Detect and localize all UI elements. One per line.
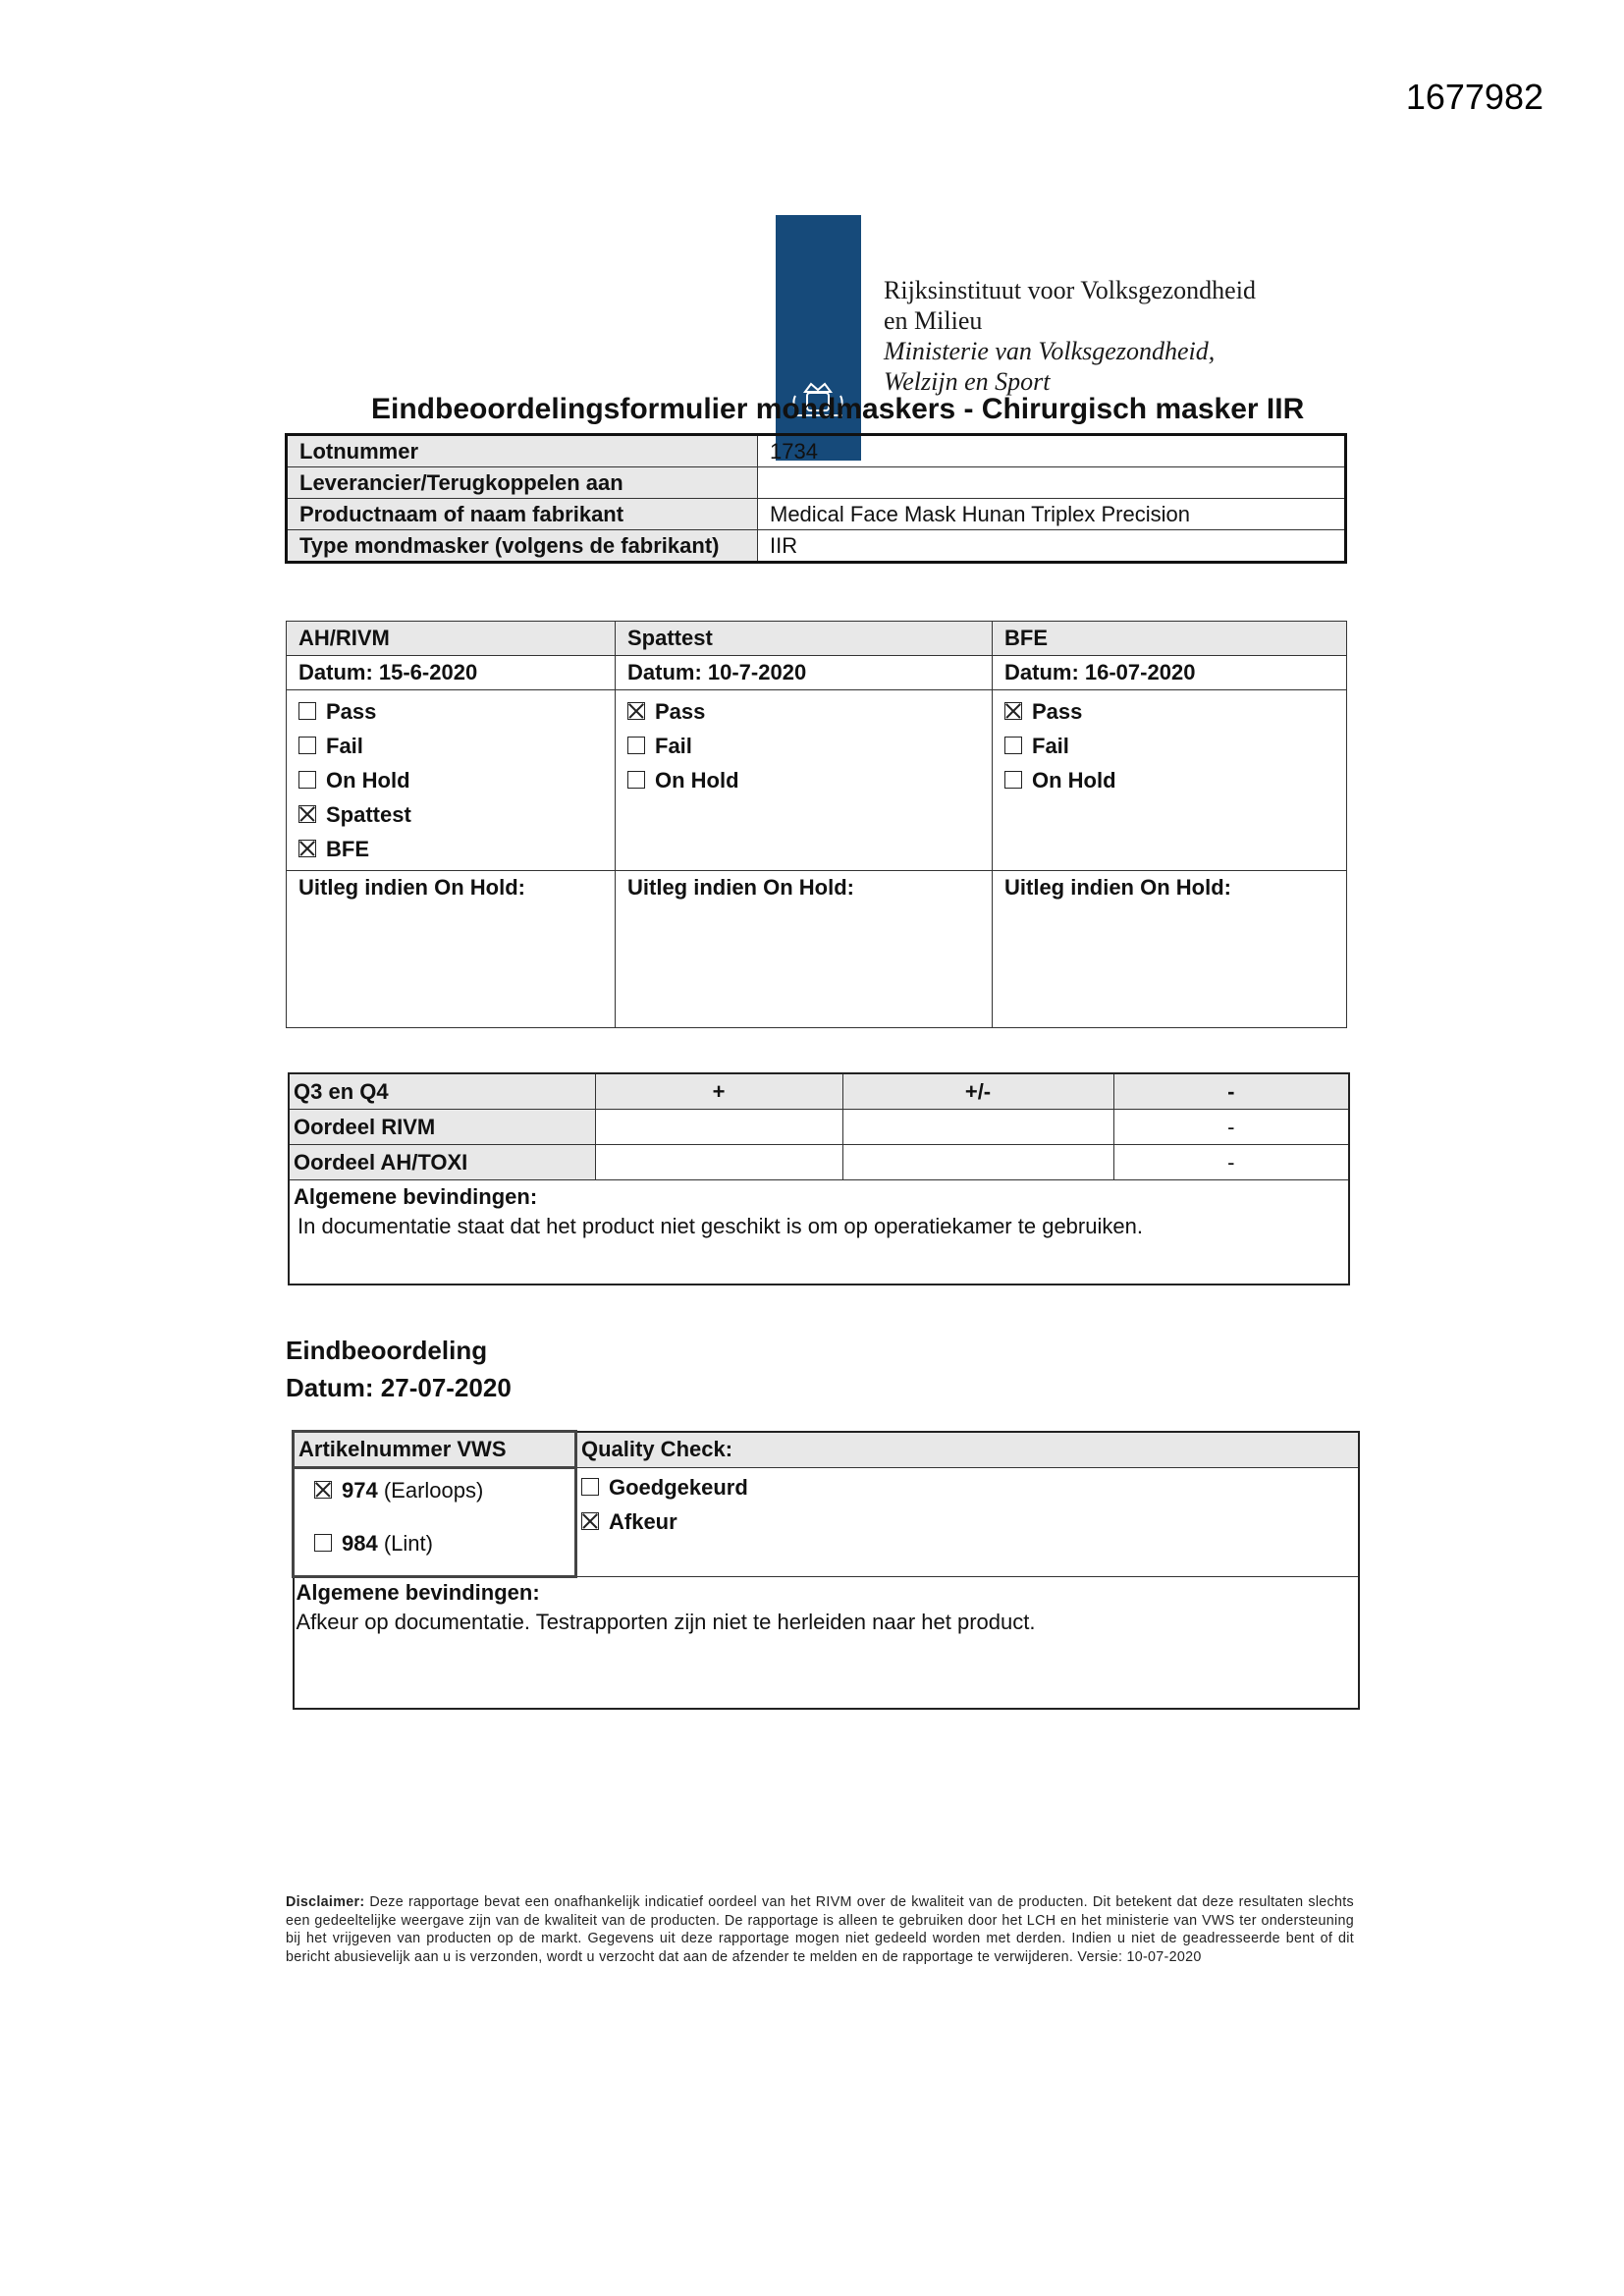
checked-box-icon — [314, 1481, 332, 1499]
option-checkbox[interactable]: On Hold — [1004, 763, 1334, 797]
unchecked-box-icon — [627, 737, 645, 754]
option-checkbox[interactable]: On Hold — [627, 763, 980, 797]
qc-header: Quality Check: — [576, 1432, 1360, 1468]
checked-box-icon — [1004, 702, 1022, 720]
q-header-minus: - — [1113, 1073, 1349, 1110]
info-value: Medical Face Mask Hunan Triplex Precision — [758, 499, 1346, 530]
disclaimer-label: Disclaimer: — [286, 1894, 365, 1910]
option-checkbox[interactable]: BFE — [298, 832, 603, 866]
assessment-header: AH/RIVM — [287, 622, 616, 656]
findings-text: In documentatie staat dat het product niet geschikt is om op operatiekamer te gebruiken. — [298, 1214, 1143, 1238]
option-checkbox[interactable]: On Hold — [298, 763, 603, 797]
assessment-date: Datum: 15-6-2020 — [287, 656, 616, 690]
info-label: Leverancier/Terugkoppelen aan — [287, 467, 758, 499]
assessment-options — [616, 690, 993, 871]
final-date: Datum: 27-07-2020 — [286, 1373, 512, 1402]
checked-box-icon — [298, 840, 316, 857]
assessment-header: Spattest — [616, 622, 993, 656]
final-findings-label: Algemene bevindingen: — [296, 1580, 540, 1605]
org-line-1: Rijksinstituut voor Volksgezondheid — [884, 276, 1256, 304]
article-checkbox[interactable]: 984 (Lint) — [314, 1524, 570, 1563]
assessment-options — [287, 690, 616, 871]
assessment-options — [993, 690, 1347, 871]
option-checkbox[interactable]: Pass — [1004, 694, 1334, 729]
assessment-date: Datum: 16-07-2020 — [993, 656, 1347, 690]
info-value — [758, 467, 1346, 499]
info-row — [287, 467, 1346, 499]
checked-box-icon — [581, 1512, 599, 1530]
checked-box-icon — [298, 805, 316, 823]
info-value: IIR — [758, 530, 1346, 563]
option-checkbox[interactable]: Pass — [627, 694, 980, 729]
info-label: Lotnummer — [287, 435, 758, 467]
final-findings — [294, 1577, 1360, 1710]
q-cell: - — [1113, 1145, 1349, 1180]
article-checkbox[interactable]: 974 (Earloops) — [314, 1471, 570, 1510]
q-header: Q3 en Q4 — [289, 1073, 595, 1110]
qc-checkbox[interactable]: Afkeur — [581, 1504, 1354, 1539]
on-hold-explanation: Uitleg indien On Hold: — [287, 871, 616, 1028]
unchecked-box-icon — [314, 1534, 332, 1552]
unchecked-box-icon — [298, 737, 316, 754]
final-heading: Eindbeoordeling — [286, 1336, 488, 1365]
org-line-4: Welzijn en Sport — [884, 367, 1051, 396]
on-hold-explanation: Uitleg indien On Hold: — [993, 871, 1347, 1028]
quality-judgement-table — [288, 1072, 1350, 1285]
document-number: 1677982 — [1405, 77, 1543, 117]
findings-label: Algemene bevindingen: — [294, 1184, 538, 1209]
qc-checkbox[interactable]: Goedgekeurd — [581, 1470, 1354, 1504]
info-value: 1734 — [758, 435, 1346, 467]
info-row — [287, 499, 1346, 530]
info-row — [287, 530, 1346, 563]
article-header: Artikelnummer VWS — [294, 1432, 576, 1468]
product-info-table — [285, 433, 1347, 564]
option-checkbox[interactable]: Fail — [298, 729, 603, 763]
q-row-label: Oordeel RIVM — [289, 1110, 595, 1145]
assessment-date: Datum: 10-7-2020 — [616, 656, 993, 690]
q-cell — [842, 1145, 1113, 1180]
disclaimer-text: Deze rapportage bevat een onafhankelijk indicatief oordeel van het RIVM over de kwaliteit van de producten. Dit betekent dat deze resultaten slechts een gedeeltelijke weergave zijn van de kwaliteit van de producten. De rapportage is alleen te gebruiken door het LCH en het ministerie van VWS ter ondersteuning bij het vrijgeven van producten op de markt. Gegevens uit deze rapportage mogen niet gedeeld worden met derden. Indien u niet de geadresseerde bent of dit bericht abusievelijk aan u is verzonden, wordt u verzocht dat aan de afzender te melden en de rapportage te verwijderen. Versie: 10-07-2020 — [286, 1894, 1354, 1965]
unchecked-box-icon — [298, 702, 316, 720]
option-checkbox[interactable]: Fail — [1004, 729, 1334, 763]
org-line-2: en Milieu — [884, 306, 983, 335]
unchecked-box-icon — [1004, 771, 1022, 789]
unchecked-box-icon — [298, 771, 316, 789]
q-cell — [842, 1110, 1113, 1145]
q-header-plus: + — [595, 1073, 842, 1110]
final-findings-text: Afkeur op documentatie. Testrapporten zijn niet te herleiden naar het product. — [296, 1610, 1036, 1634]
final-assessment-table — [292, 1430, 1360, 1710]
q-cell: - — [1113, 1110, 1349, 1145]
qc-options — [576, 1468, 1360, 1577]
disclaimer — [286, 1893, 1354, 1966]
info-label: Productnaam of naam fabrikant — [287, 499, 758, 530]
organisation-name — [884, 275, 1256, 397]
option-checkbox[interactable]: Spattest — [298, 797, 603, 832]
unchecked-box-icon — [581, 1478, 599, 1496]
unchecked-box-icon — [1004, 737, 1022, 754]
form-title: Eindbeoordelingsformulier mondmaskers - Chirurgisch masker IIR — [371, 393, 1305, 425]
q-cell — [595, 1110, 842, 1145]
general-findings — [289, 1180, 1349, 1285]
info-row — [287, 435, 1346, 467]
checked-box-icon — [627, 702, 645, 720]
option-checkbox[interactable]: Fail — [627, 729, 980, 763]
article-options — [294, 1468, 576, 1577]
assessment-table — [286, 621, 1347, 1028]
unchecked-box-icon — [627, 771, 645, 789]
on-hold-explanation: Uitleg indien On Hold: — [616, 871, 993, 1028]
option-checkbox[interactable]: Pass — [298, 694, 603, 729]
q-cell — [595, 1145, 842, 1180]
org-line-3: Ministerie van Volksgezondheid, — [884, 337, 1216, 365]
assessment-header: BFE — [993, 622, 1347, 656]
q-header-plusminus: +/- — [842, 1073, 1113, 1110]
q-row-label: Oordeel AH/TOXI — [289, 1145, 595, 1180]
info-label: Type mondmasker (volgens de fabrikant) — [287, 530, 758, 563]
